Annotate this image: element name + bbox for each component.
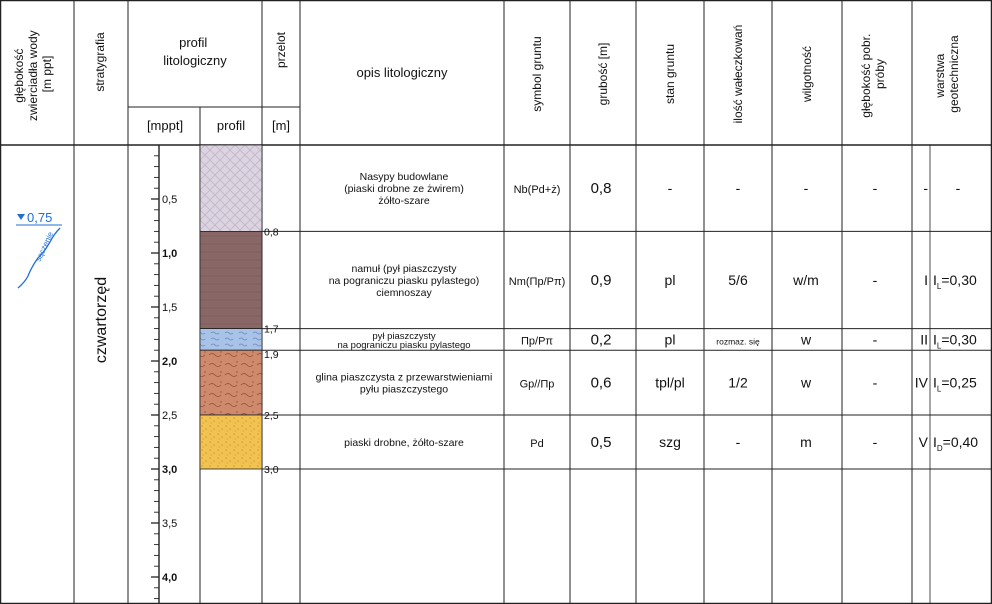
layer-number: IV <box>914 374 928 391</box>
layer-thickness: 0,2 <box>590 331 612 349</box>
layer-sample-depth: - <box>872 331 878 348</box>
layer-description: namuł (pył piaszczysty na pograniczu piasku pylastego) ciemnoszay <box>328 263 480 299</box>
profile-layer <box>200 145 262 231</box>
header-section: przelot <box>274 31 288 69</box>
layer-param: $I_L=0,30$ <box>933 272 977 291</box>
scale-label: 3,0 <box>162 464 178 476</box>
header <box>12 25 961 133</box>
layer-symbol: Pd <box>530 438 544 450</box>
layer-thickness: 0,8 <box>590 180 612 198</box>
header-soil-state: stan gruntu <box>663 43 677 105</box>
layer-moisture: w <box>800 374 812 391</box>
water-level-value: 0,75 <box>27 210 53 225</box>
header-stratigraphy: stratygrafia <box>93 32 107 92</box>
layer-row <box>329 263 977 299</box>
layer-rolls: 1/2 <box>728 374 748 391</box>
layer-state: - <box>667 180 673 197</box>
scale-label: 3,5 <box>162 518 178 530</box>
layer-state: pl <box>664 331 676 348</box>
scale-label: 1,5 <box>162 302 178 314</box>
layer-thickness: 0,5 <box>590 434 612 451</box>
profile-layer <box>200 329 262 351</box>
layer-state: pl <box>664 272 676 288</box>
layer-sample-depth: - <box>872 180 878 197</box>
layer-param: - <box>955 180 961 197</box>
profile-layer <box>200 350 262 415</box>
layer-moisture: m <box>800 434 812 450</box>
layer-description: glina piaszczysta z przewarstwieniami pyłu piaszczystego <box>315 371 493 396</box>
water-level-triangle-icon <box>17 214 25 220</box>
layer-param: $I_L=0,25$ <box>933 374 977 394</box>
layer-rolls: - <box>735 180 741 197</box>
scale-label: 2,0 <box>162 356 178 368</box>
layer-sample-depth: - <box>872 272 878 288</box>
layer-number: I <box>924 272 928 288</box>
header-water-depth: głębokość zwierciadła wody [m ppt] <box>12 30 54 122</box>
depth-scale <box>151 145 177 604</box>
layer-state: szg <box>659 434 681 450</box>
layer-moisture: w/m <box>793 272 819 288</box>
layer-thickness: 0,9 <box>590 272 612 289</box>
layer-rolls: - <box>735 434 741 450</box>
header-soil-symbol: symbol gruntu <box>530 36 544 112</box>
layer-sample-depth: - <box>872 374 878 391</box>
scale-label: 1,0 <box>162 248 178 260</box>
header-depth-unit: [mppt] <box>146 118 184 133</box>
layer-sample-depth: - <box>872 434 878 450</box>
header-geotech-layer: warstwa geotechniczna <box>933 35 961 113</box>
water-level <box>16 210 62 288</box>
layer-row <box>344 171 960 207</box>
scale-label: 4,0 <box>162 572 178 584</box>
header-description: opis litologiczny <box>356 65 448 80</box>
layer-symbol: Nm(Πp/Pπ) <box>508 276 566 288</box>
layer-symbol: Gp//Πp <box>519 378 555 391</box>
layer-moisture: - <box>803 180 809 197</box>
profile-layer <box>200 231 262 328</box>
section-depth-label: 1,7 <box>264 323 279 336</box>
scale-label: 2,5 <box>162 410 178 422</box>
layer-rows <box>316 171 979 453</box>
profile-layer <box>200 415 262 469</box>
section-depths <box>264 226 279 476</box>
layer-symbol: Πp/Pπ <box>520 335 554 348</box>
header-sample-depth: głębokość pobr. próby <box>859 33 887 118</box>
layer-rolls: 5/6 <box>728 272 748 288</box>
header-section-unit: [m] <box>271 118 291 133</box>
section-depth-label: 1,9 <box>264 349 279 362</box>
layer-number: II <box>920 331 928 348</box>
layer-row <box>337 331 977 351</box>
layer-rolls: rozmaz. się <box>716 336 760 347</box>
seepage-label: sączenie <box>33 230 56 263</box>
lithology-profile <box>200 145 262 469</box>
header-rolls: ilość wałeczkowań <box>731 24 745 124</box>
layer-number: - <box>923 180 928 197</box>
section-depth-label: 2,5 <box>264 410 279 422</box>
layer-row <box>316 372 977 396</box>
layer-description: pył piaszczysty na pograniczu piasku pylastego <box>337 330 471 351</box>
stratigraphy-label: czwartorzęd <box>93 276 110 364</box>
layer-param: $I_L=0,30$ <box>933 331 977 351</box>
layer-description: piaski drobne, żółto-szare <box>344 437 464 449</box>
header-profile: profil <box>216 118 246 133</box>
layer-description: Nasypy budowlane (piaski drobne ze żwirem) żółto-szare <box>344 171 464 208</box>
layer-state: tpl/pl <box>655 374 685 391</box>
layer-row <box>344 434 978 453</box>
header-profile-group: profil litologiczny <box>163 35 227 68</box>
layer-moisture: w <box>800 331 812 348</box>
header-thickness: grubość [m] <box>596 42 610 106</box>
layer-symbol: Nb(Pd+ż) <box>513 184 561 197</box>
section-depth-label: 0,8 <box>264 226 279 239</box>
scale-label: 0,5 <box>162 194 178 206</box>
layer-thickness: 0,6 <box>590 374 612 392</box>
header-moisture: wilgotność <box>800 45 814 103</box>
section-depth-label: 3,0 <box>264 464 279 476</box>
layer-number: V <box>918 434 928 450</box>
layer-param: $I_D=0,40$ <box>933 434 979 453</box>
